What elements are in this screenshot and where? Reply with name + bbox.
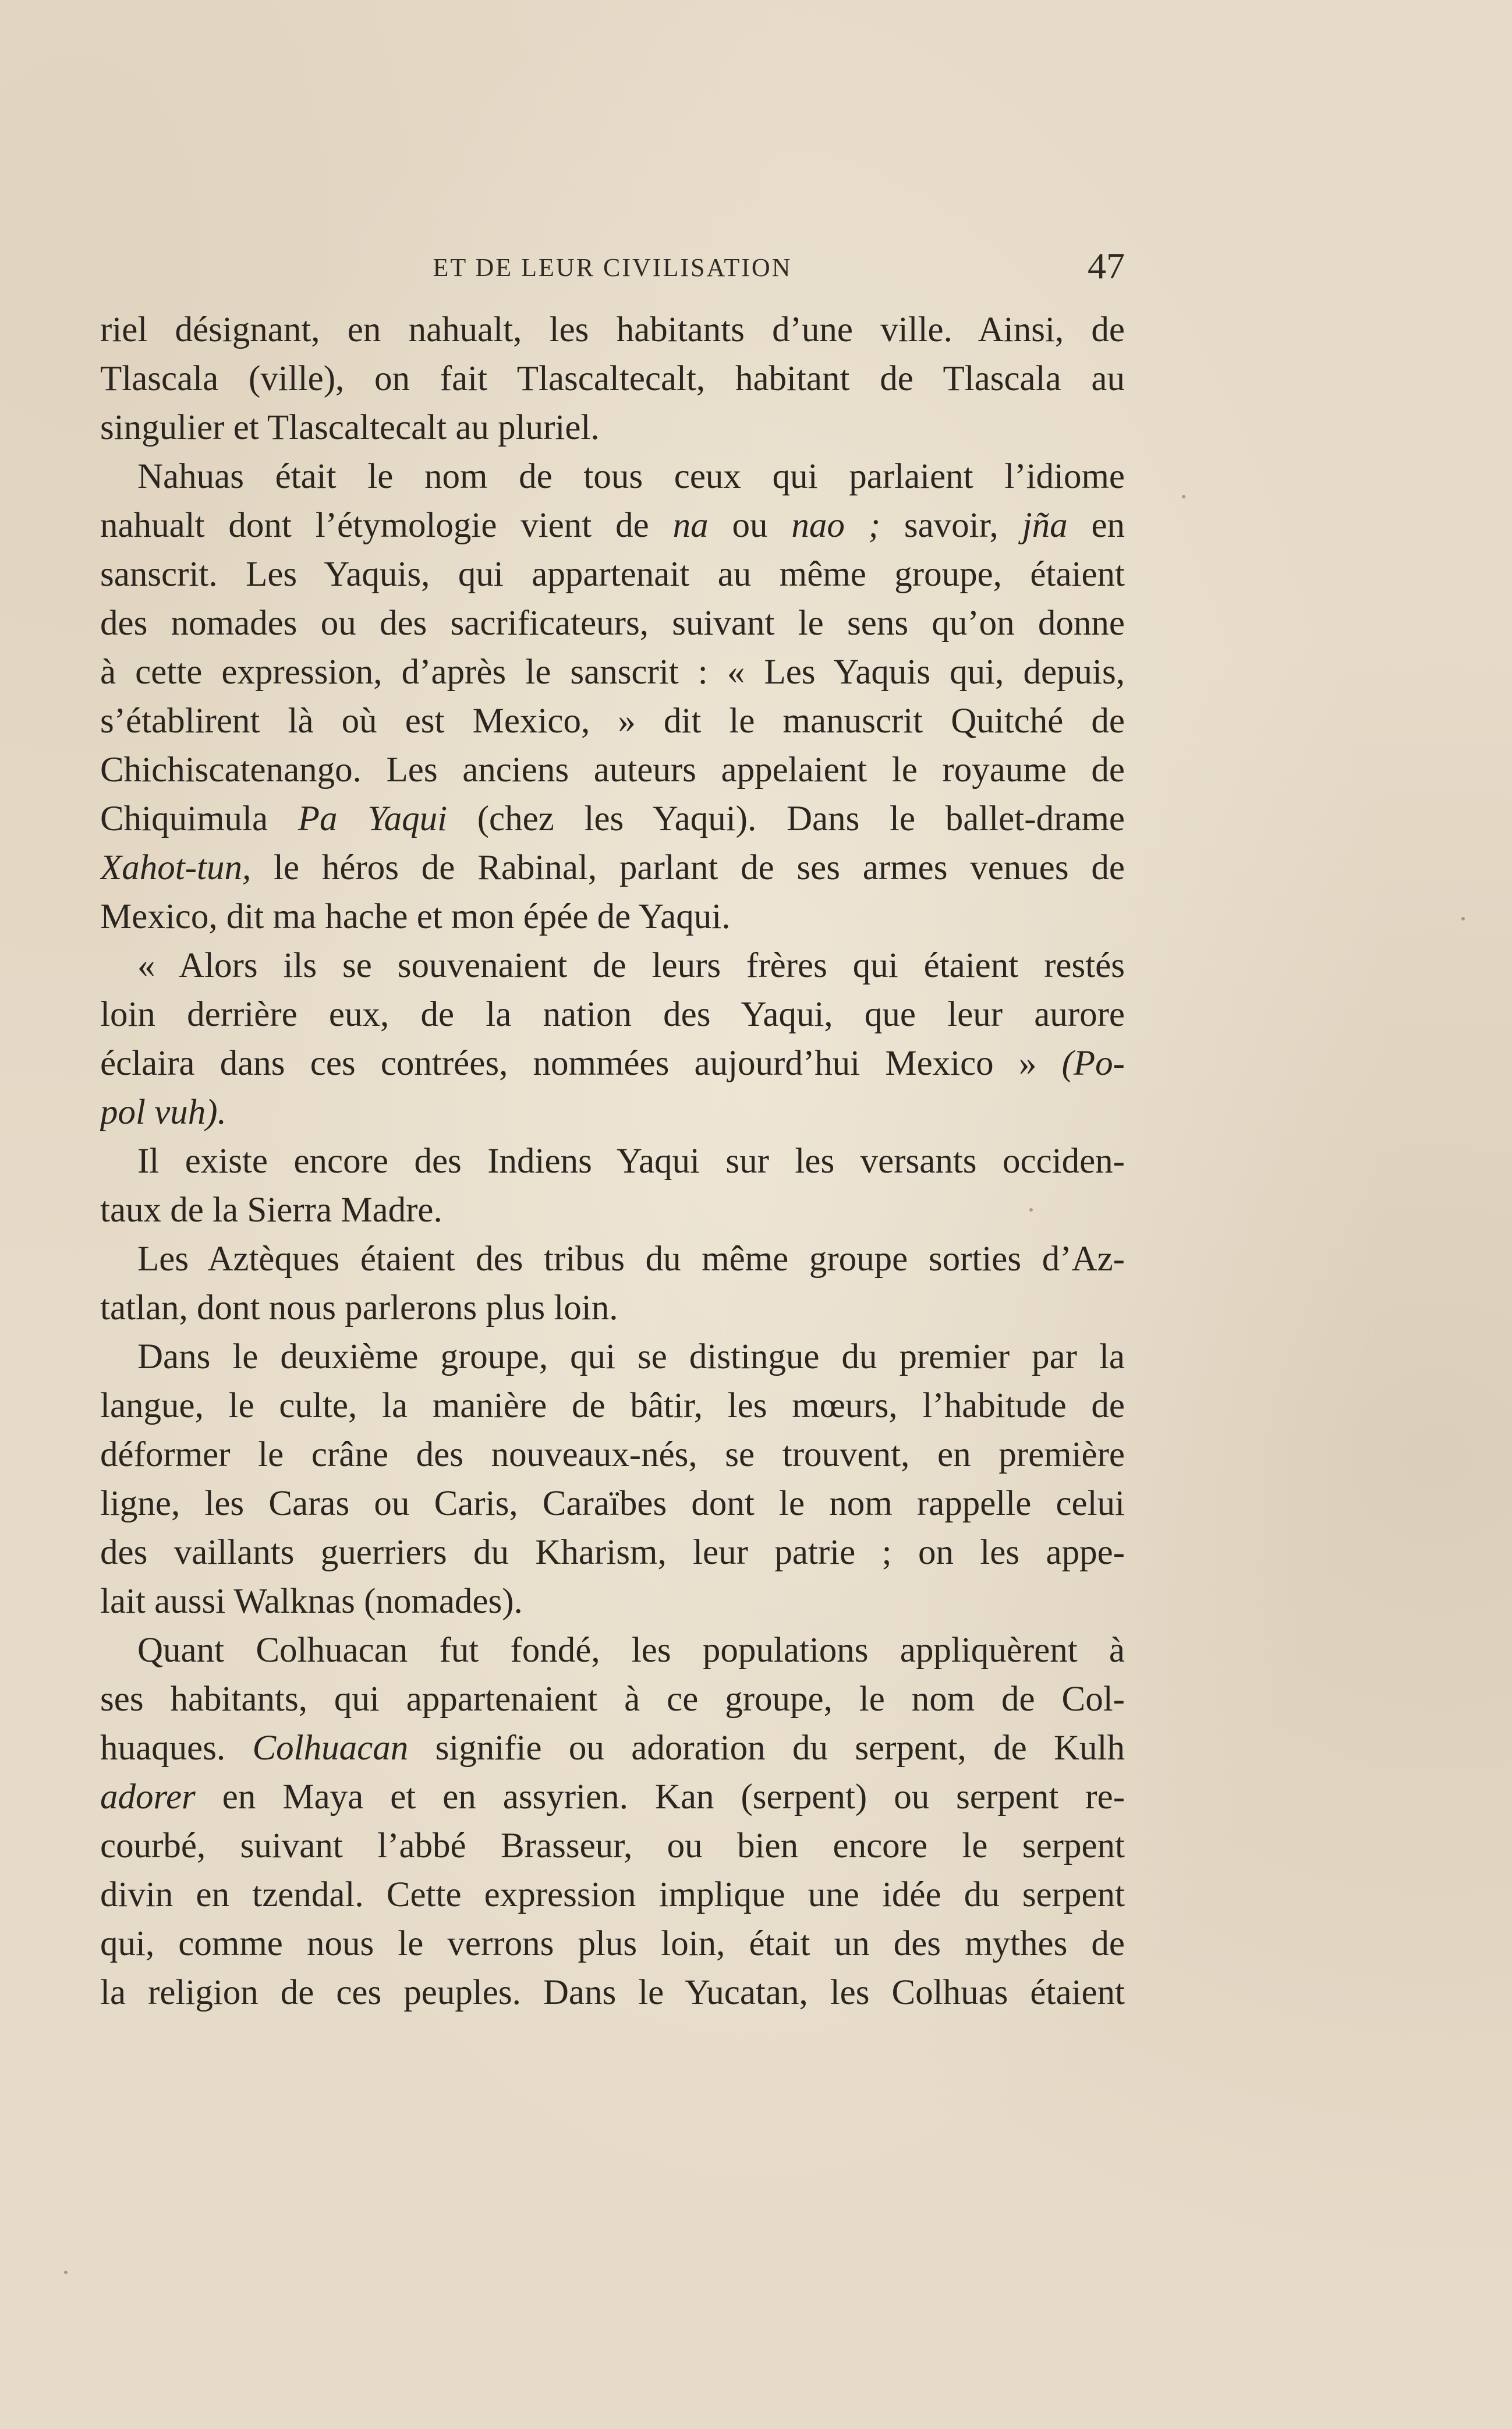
text-line: divin en tzendal. Cette expression implique une idée du serpent — [100, 1875, 1125, 1914]
text-span: en — [1067, 506, 1125, 545]
text-line: Nahuas était le nom de tous ceux qui parlaient l’idiome — [137, 457, 1125, 496]
text-line — [100, 501, 1125, 550]
text-line: singulier et Tlascaltecalt au pluriel. — [100, 408, 600, 447]
italic-term: (Po- — [1036, 1044, 1125, 1083]
text-span: (chez les Yaqui). Dans le ballet-drame — [447, 799, 1125, 838]
text-line: à cette expression, d’après le sanscrit : « Les Yaquis qui, depuis, — [100, 653, 1125, 692]
paper-speck — [1029, 1208, 1033, 1212]
paper-speck — [1182, 495, 1185, 498]
text-line: Dans le deuxième groupe, qui se distingue du premier par la — [137, 1337, 1125, 1376]
italic-term: jña — [1022, 506, 1068, 545]
paper-speck — [1461, 917, 1465, 920]
italic-term: Xahot-tun, — [100, 848, 252, 887]
text-line — [100, 844, 1125, 893]
text-line — [100, 1773, 1125, 1822]
text-line: des nomades ou des sacrificateurs, suivant le sens qu’on donne — [100, 604, 1125, 643]
text-span: ou — [708, 506, 792, 545]
text-span: le héros de Rabinal, parlant de ses armes venues de — [251, 848, 1125, 887]
text-span: signifie ou adoration du serpent, de Kulh — [408, 1729, 1125, 1768]
italic-term: na — [672, 506, 709, 545]
text-line: s’établirent là où est Mexico, » dit le manuscrit Quitché de — [100, 702, 1125, 741]
text-line: riel désignant, en nahualt, les habitants d’une ville. Ainsi, de — [100, 310, 1125, 349]
text-span: éclaira dans ces contrées, nommées aujourd’hui Mexico » — [100, 1044, 1037, 1083]
text-line: Mexico, dit ma hache et mon épée de Yaqui. — [100, 897, 731, 936]
text-span: savoir, — [880, 506, 1022, 545]
text-span: nahualt dont l’étymologie vient de — [100, 506, 649, 545]
text-line: Quant Colhuacan fut fondé, les populations appliquèrent à — [137, 1631, 1125, 1670]
text-line: taux de la Sierra Madre. — [100, 1191, 442, 1230]
text-line: déformer le crâne des nouveaux-nés, se trouvent, en première — [100, 1435, 1125, 1474]
text-line: la religion de ces peuples. Dans le Yucatan, les Colhuas étaient — [100, 1973, 1125, 2012]
body-text — [100, 306, 1125, 2017]
text-line: langue, le culte, la manière de bâtir, les mœurs, l’habitude de — [100, 1386, 1125, 1425]
text-span: en Maya et en assyrien. Kan (serpent) ou serpent re- — [222, 1778, 1125, 1817]
text-line: loin derrière eux, de la nation des Yaqui, que leur aurore — [100, 995, 1125, 1034]
text-line — [100, 1724, 1125, 1773]
italic-term: nao ; — [791, 506, 880, 545]
text-line: tatlan, dont nous parlerons plus loin. — [100, 1288, 618, 1327]
text-line — [100, 1088, 1125, 1137]
text-line: Les Aztèques étaient des tribus du même groupe sorties d’Az- — [137, 1240, 1125, 1279]
text-line: « Alors ils se souvenaient de leurs frères qui étaient restés — [137, 946, 1125, 985]
text-line: Tlascala (ville), on fait Tlascaltecalt, habitant de Tlascala au — [100, 359, 1125, 398]
running-head — [100, 245, 1125, 291]
text-line: Il existe encore des Indiens Yaqui sur les versants occiden- — [137, 1142, 1125, 1181]
text-line: sanscrit. Les Yaquis, qui appartenait au même groupe, étaient — [100, 555, 1125, 594]
page-number: 47 — [1088, 245, 1125, 286]
text-line: courbé, suivant l’abbé Brasseur, ou bien encore le serpent — [100, 1826, 1125, 1865]
text-line: ligne, les Caras ou Caris, Caraïbes dont le nom rappelle celui — [100, 1484, 1125, 1523]
italic-term: adorer — [100, 1778, 196, 1817]
text-line: des vaillants guerriers du Kharism, leur patrie ; on les appe- — [100, 1533, 1125, 1572]
italic-term: pol vuh). — [100, 1093, 226, 1132]
italic-term: Pa Yaqui — [298, 799, 448, 838]
paper-speck — [64, 2271, 68, 2274]
text-line: lait aussi Walknas (nomades). — [100, 1582, 523, 1621]
text-span: Chiquimula — [100, 799, 268, 838]
text-line: Chichiscatenango. Les anciens auteurs appelaient le royaume de — [100, 750, 1125, 789]
text-line — [100, 795, 1125, 844]
italic-term: Colhuacan — [252, 1729, 409, 1768]
text-span: huaques. — [100, 1729, 226, 1768]
running-title: ET DE LEUR CIVILISATION — [433, 253, 792, 282]
text-line: ses habitants, qui appartenaient à ce groupe, le nom de Col- — [100, 1680, 1125, 1719]
text-line — [100, 1039, 1125, 1088]
text-line: qui, comme nous le verrons plus loin, était un des mythes de — [100, 1924, 1125, 1963]
